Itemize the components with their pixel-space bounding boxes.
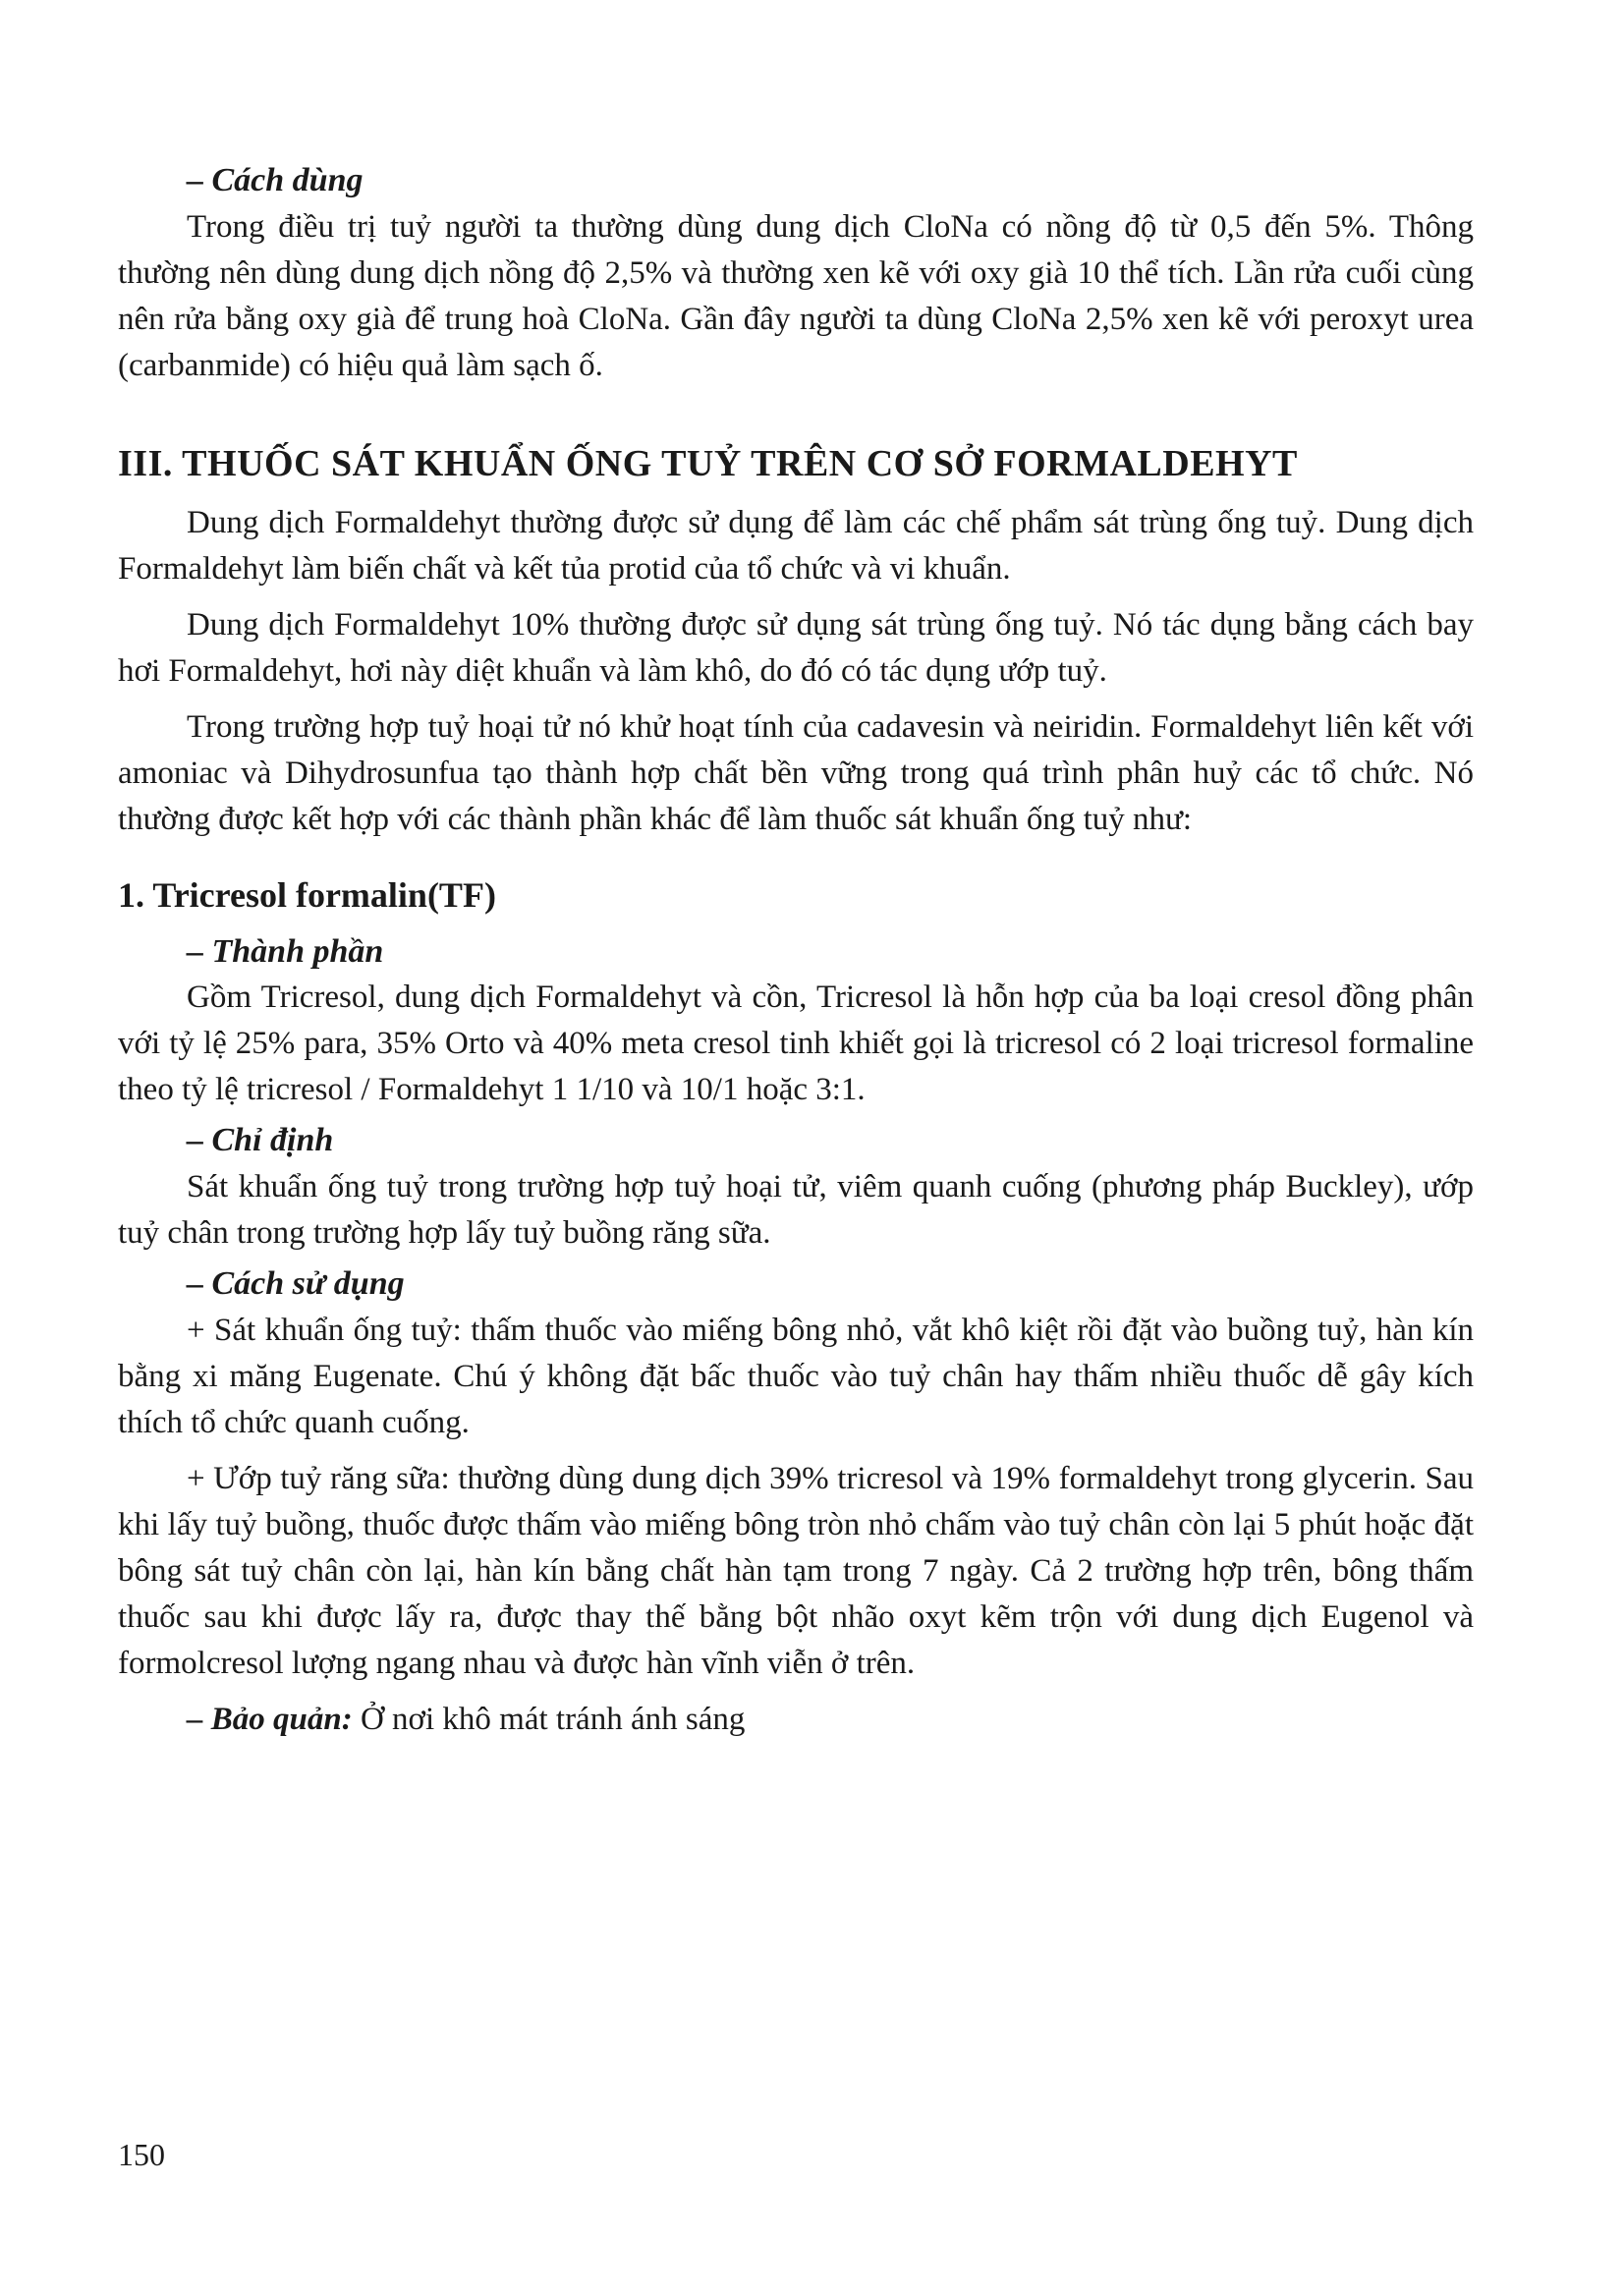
- cach-su-dung-item-2: + Ướp tuỷ răng sữa: thường dùng dung dịch 39% tricresol và 19% formaldehyt trong glycerin. Sau khi lấy tuỷ buồng, thuốc được thấm vào miếng bông tròn nhỏ chấm vào tuỷ chân còn lại 5 phút hoặc đặt bông sát tuỷ chân còn lại, hàn kín bằng chất hàn tạm trong 7 ngày. Cả 2 trường hợp trên, bông thấm thuốc sau khi được lấy ra, được thay thế bằng bột nhão oxyt kẽm trộn với dung dịch Eugenol và formolcresol lượng ngang nhau và được hàn vĩnh viễn ở trên.: [118, 1460, 1474, 1681]
- tf-title: 1. Tricresol formalin(TF): [118, 874, 496, 915]
- cach-su-dung-heading: – Cách sử dụng: [187, 1264, 405, 1302]
- section-3-paragraph-1: Dung dịch Formaldehyt thường được sử dụng để làm các chế phẩm sát trùng ống tuỷ. Dung dịch Formaldehyt làm biến chất và kết tủa protid của tổ chức và vi khuẩn.: [118, 504, 1474, 587]
- thanh-phan-heading: – Thành phần: [187, 932, 384, 970]
- cach-su-dung-item-1: + Sát khuẩn ống tuỷ: thấm thuốc vào miếng bông nhỏ, vắt khô kiệt rồi đặt vào buồng tuỷ, hàn kín bằng xi măng Eugenate. Chú ý không đặt bấc thuốc vào tuỷ chân hay thấm nhiều thuốc dễ gây kích thích tổ chức quanh cuống.: [118, 1312, 1474, 1440]
- chi-dinh-heading: – Chỉ định: [187, 1122, 334, 1159]
- bao-quan-text: Ở nơi khô mát tránh ánh sáng: [352, 1701, 746, 1737]
- cach-dung-paragraph: Trong điều trị tuỷ người ta thường dùng dung dịch CloNa có nồng độ từ 0,5 đến 5%. Thông thường nên dùng dung dịch nồng độ 2,5% và thường xen kẽ với oxy già 10 thể tích. Lần rửa cuối cùng nên rửa bằng oxy già để trung hoà CloNa. Gần đây người ta dùng CloNa 2,5% xen kẽ với peroxyt urea (carbanmide) có hiệu quả làm sạch ố.: [118, 208, 1474, 383]
- section-3-paragraph-3: Trong trường hợp tuỷ hoại tử nó khử hoạt tính của cadavesin và neiridin. Formaldehyt liên kết với amoniac và Dihydrosunfua tạo thành hợp chất bền vững trong quá trình phân huỷ các tổ chức. Nó thường được kết hợp với các thành phần khác để làm thuốc sát khuẩn ống tuỷ như:: [118, 708, 1474, 837]
- section-3-paragraph-2: Dung dịch Formaldehyt 10% thường được sử dụng sát trùng ống tuỷ. Nó tác dụng bằng cách bay hơi Formaldehyt, hơi này diệt khuẩn và làm khô, do đó có tác dụng ướp tuỷ.: [118, 606, 1474, 689]
- bao-quan-heading: – Bảo quản:: [187, 1701, 353, 1737]
- cach-dung-heading: – Cách dùng: [187, 162, 364, 198]
- chi-dinh-paragraph: Sát khuẩn ống tuỷ trong trường hợp tuỷ hoại tử, viêm quanh cuống (phương pháp Buckley), ướp tuỷ chân trong trường hợp lấy tuỷ buồng răng sữa.: [118, 1168, 1474, 1251]
- thanh-phan-paragraph: Gồm Tricresol, dung dịch Formaldehyt và cồn, Tricresol là hỗn hợp của ba loại cresol đồng phân với tỷ lệ 25% para, 35% Orto và 40% meta cresol tinh khiết gọi là tricresol có 2 loại tricresol formaline theo tỷ lệ tricresol / Formaldehyt 1 1/10 và 10/1 hoặc 3:1.: [118, 980, 1474, 1108]
- bao-quan-line: [118, 1697, 1474, 1743]
- section-3-title: III. THUỐC SÁT KHUẨN ỐNG TUỶ TRÊN CƠ SỞ FORMALDEHYT: [118, 442, 1298, 484]
- page-number: 150: [118, 2137, 165, 2172]
- page-content: [118, 157, 1474, 1743]
